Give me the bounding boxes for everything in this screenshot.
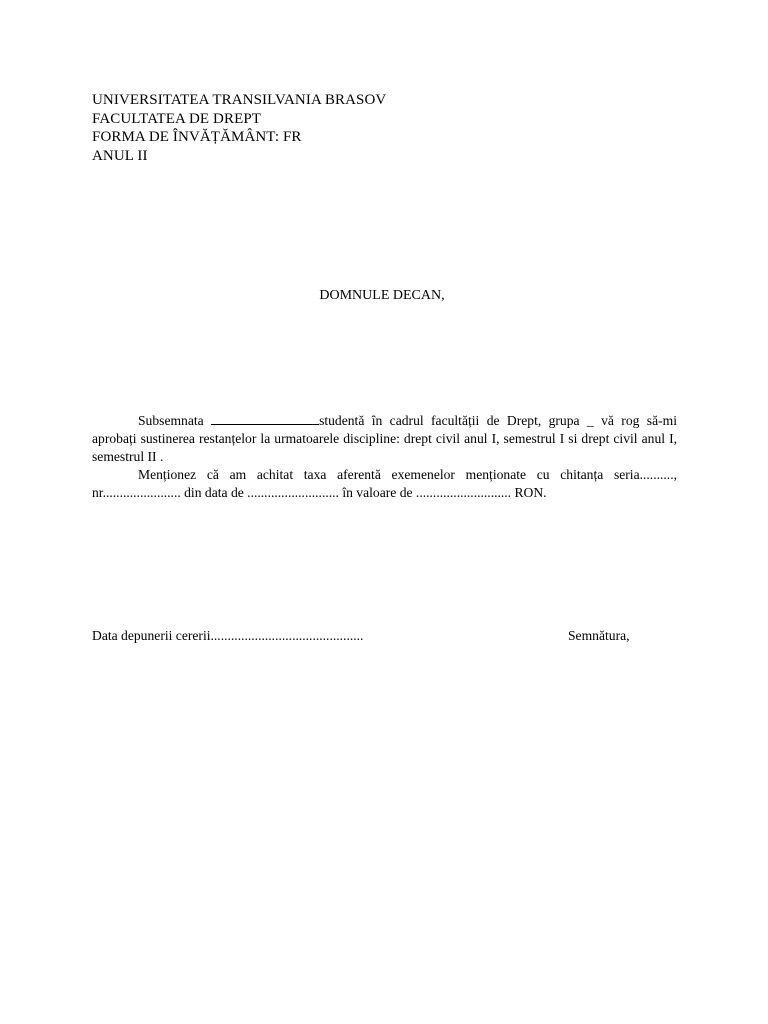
document-header: [92, 91, 386, 165]
request-text: studentă în cadrul facultății de Drept, grupa _ vă rog să-mi aprobați sustinerea restanțelor la urmatoarele discipline: drept civil anul I, semestrul I si drept civil anul I, semestrul II .: [92, 413, 677, 464]
name-blank-line: [211, 412, 319, 425]
signature-line: Semnătura,: [568, 628, 630, 643]
request-lead-text: Subsemnata: [138, 413, 212, 428]
request-body: [92, 412, 677, 502]
payment-paragraph: Menționez că am achitat taxa aferentă exemenelor menționate cu chitanța seria.........., nr....................... din data de ........................... în valoare de ............................ RON.: [92, 467, 677, 500]
faculty-name: FACULTATEA DE DREPT: [92, 110, 262, 127]
university-name: UNIVERSITATEA TRANSILVANIA BRASOV: [92, 92, 387, 108]
study-year: ANUL II: [92, 147, 148, 164]
request-paragraph: [92, 412, 677, 466]
document-title: [0, 287, 768, 305]
addressee-heading: DOMNULE DECAN,: [319, 288, 445, 303]
submission-date-line: Data depunerii cererii.............................................: [92, 628, 364, 643]
study-form: FORMA DE ÎNVĂȚĂMÂNT: FR: [92, 129, 302, 145]
